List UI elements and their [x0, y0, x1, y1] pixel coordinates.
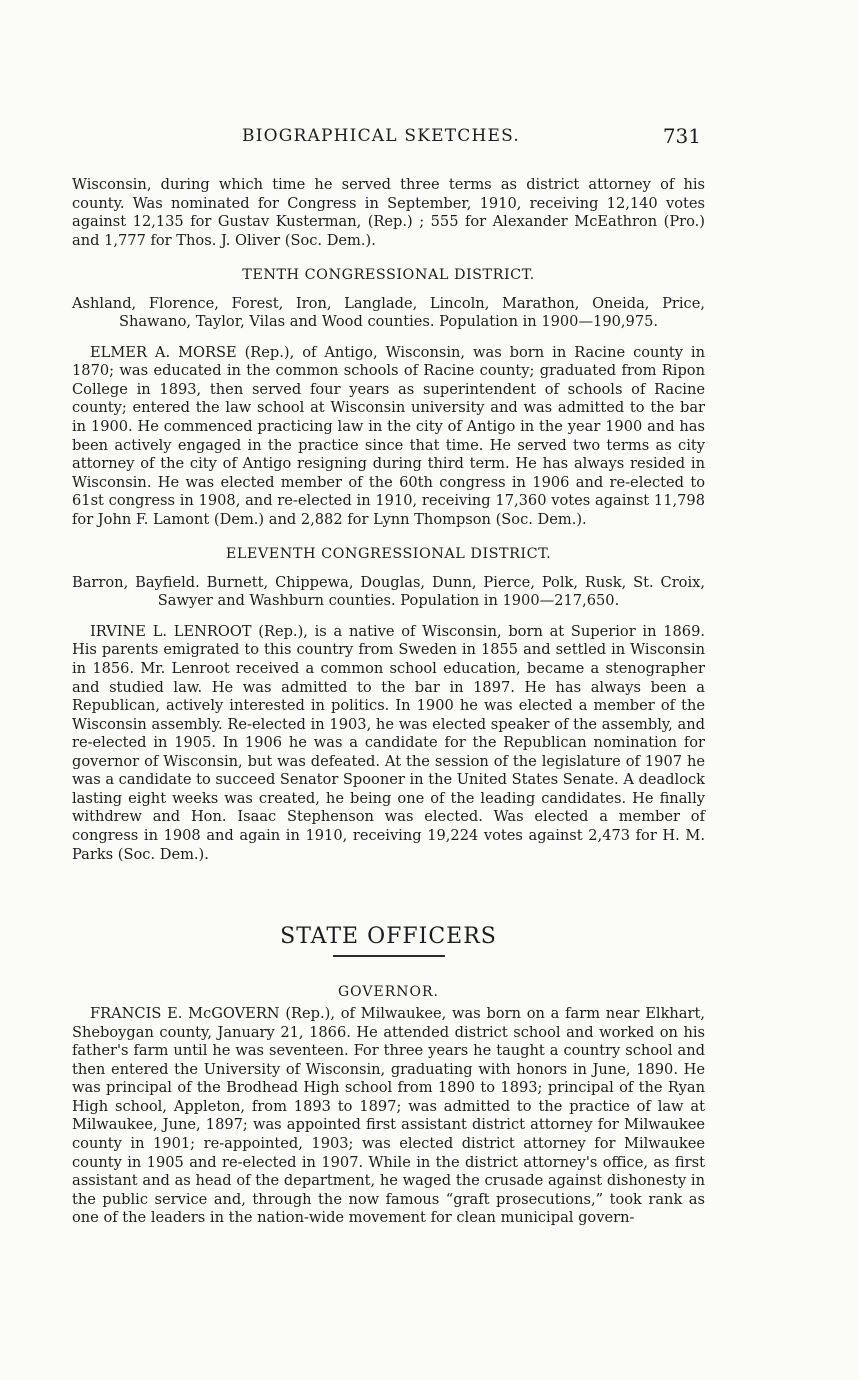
section-rule [333, 955, 445, 957]
district-heading-eleventh: ELEVENTH CONGRESSIONAL DISTRICT. [225, 546, 552, 563]
page-body [72, 176, 705, 1228]
continuation-paragraph: Wisconsin, during which time he served three terms as district attorney of his county. Was nominated for Congress in September, 1910, receiving 12,140 votes against 12,135 for Gustav Kusterman, (Rep.) ; 555 for Alexander McEathron (Pro.) and 1,777 for Thos. J. Oliver (Soc. Dem.). [72, 176, 705, 249]
district-heading-tenth: TENTH CONGRESSIONAL DISTRICT. [242, 267, 535, 284]
office-heading-governor: GOVERNOR. [337, 983, 439, 1000]
page-number: 731 [662, 124, 701, 148]
running-head [0, 124, 859, 152]
running-title: BIOGRAPHICAL SKETCHES. [242, 126, 520, 146]
district-counties-tenth: Ashland, Florence, Forest, Iron, Langlade, Lincoln, Marathon, Oneida, Price, Shawano, Taylor, Vilas and Wood counties. Population in 1900—190,975. [72, 294, 705, 331]
sketch-elmer-morse: ELMER A. MORSE (Rep.), of Antigo, Wisconsin, was born in Racine county in 1870; was educated in the common schools of Racine county; graduated from Ripon College in 1893, then served four years as superintendent of schools of Racine county; entered the law school at Wisconsin university and was admitted to the bar in 1900. He commenced practicing law in the city of Antigo in the year 1900 and has been actively engaged in the practice since that time. He served two terms as city attorney of the city of Antigo resigning during third term. He has always resided in Wisconsin. He was elected member of the 60th congress in 1906 and re-elected to 61st congress in 1908, and re-elected in 1910, receiving 17,360 votes against 11,798 for John F. Lamont (Dem.) and 2,882 for Lynn Thompson (Soc. Dem.). [72, 343, 705, 528]
section-title-state-officers: STATE OFFICERS [280, 924, 497, 950]
sketch-irvine-lenroot: IRVINE L. LENROOT (Rep.), is a native of Wisconsin, born at Superior in 1869. His parents emigrated to this country from Sweden in 1855 and settled in Wisconsin in 1856. Mr. Lenroot received a common school education, became a stenographer and studied law. He was admitted to the bar in 1897. He has always been a Republican, actively interested in politics. In 1900 he was elected a member of the Wisconsin assembly. Re-elected in 1903, he was elected speaker of the assembly, and re-elected in 1905. In 1906 he was a candidate for the Republican nomination for governor of Wisconsin, but was defeated. At the session of the legislature of 1907 he was a candidate to succeed Senator Spooner in the United States Senate. A deadlock lasting eight weeks was created, he being one of the leading candidates. He finally withdrew and Hon. Isaac Stephenson was elected. Was elected a member of congress in 1908 and again in 1910, receiving 19,224 votes against 2,473 for H. M. Parks (Soc. Dem.). [72, 622, 705, 863]
sketch-francis-mcgovern: FRANCIS E. McGOVERN (Rep.), of Milwaukee, was born on a farm near Elkhart, Sheboygan county, January 21, 1866. He attended district school and worked on his father's farm until he was seventeen. For three years he taught a country school and then entered the University of Wisconsin, graduating with honors in June, 1890. He was principal of the Brodhead High school from 1890 to 1893; principal of the Ryan High school, Appleton, from 1893 to 1897; was admitted to the practice of law at Milwaukee, June, 1897; was appointed first assistant district attorney for Milwaukee county in 1901; re-appointed, 1903; was elected district attorney for Milwaukee county in 1905 and re-elected in 1907. While in the district attorney's office, as first assistant and as head of the department, he waged the crusade against dishonesty in the public service and, through the now famous “graft prosecutions,” took rank as one of the leaders in the nation-wide movement for clean municipal govern- [72, 1005, 705, 1227]
district-counties-eleventh: Barron, Bayfield. Burnett, Chippewa, Douglas, Dunn, Pierce, Polk, Rusk, St. Croix, Sawyer and Washburn counties. Population in 1900—217,650. [72, 573, 705, 610]
